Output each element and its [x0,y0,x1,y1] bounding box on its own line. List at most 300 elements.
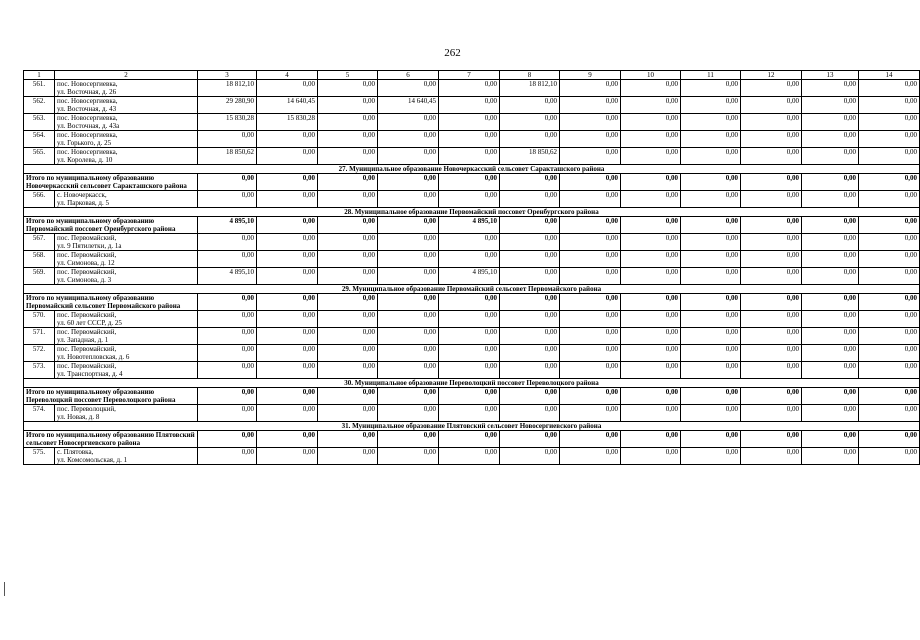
address-cell [55,80,198,97]
column-number-header: 7 [439,71,500,80]
section-title: 31. Муниципальное образование Плятовский сельсовет Новосергиевского района [24,422,920,431]
address-cell [55,448,198,465]
value-cell: 0,00 [378,114,439,131]
address-line: пос. Новосергиевка, [57,131,118,139]
total-value-cell: 0,00 [257,174,318,191]
address-line: пос. Новосергиевка, [57,114,118,122]
address-line: ул. Симонова, д. 12 [57,259,115,267]
value-cell: 4 895,10 [198,268,257,285]
value-cell: 0,00 [621,114,681,131]
total-value-cell: 4 895,10 [439,217,500,234]
value-cell: 0,00 [741,345,802,362]
value-cell: 0,00 [741,251,802,268]
value-cell: 0,00 [621,405,681,422]
value-cell: 0,00 [741,114,802,131]
value-cell: 0,00 [621,97,681,114]
value-cell: 0,00 [802,345,859,362]
row-number-cell: 564. [24,131,55,148]
row-number-cell: 565. [24,148,55,165]
value-cell: 0,00 [859,234,920,251]
address-cell [55,311,198,328]
total-value-cell: 0,00 [859,217,920,234]
total-value-cell: 0,00 [741,294,802,311]
row-number-cell: 572. [24,345,55,362]
section-header-row [24,208,920,217]
section-title: 27. Муниципальное образование Новочеркасский сельсовет Саракташского района [24,165,920,174]
value-cell: 0,00 [198,131,257,148]
value-cell: 0,00 [318,268,378,285]
value-cell: 29 280,90 [198,97,257,114]
address-line: пос. Первомайский, [57,251,117,259]
value-cell: 0,00 [802,448,859,465]
address-line: ул. Парковая, д. 5 [57,199,109,207]
value-cell: 0,00 [318,405,378,422]
value-cell: 0,00 [439,191,500,208]
total-label: Итого по муниципальному образованию Переволоцкий поссовет Переволоцкого района [24,388,198,405]
table-row [24,131,920,148]
total-value-cell: 0,00 [621,294,681,311]
address-cell [55,148,198,165]
total-value-cell: 0,00 [318,431,378,448]
total-value-cell: 0,00 [378,294,439,311]
value-cell: 0,00 [560,268,621,285]
row-number-cell: 569. [24,268,55,285]
value-cell: 0,00 [257,80,318,97]
column-number-header: 5 [318,71,378,80]
value-cell: 0,00 [859,345,920,362]
value-cell: 0,00 [859,148,920,165]
value-cell: 0,00 [198,405,257,422]
value-cell: 0,00 [621,448,681,465]
row-number-cell: 562. [24,97,55,114]
value-cell: 0,00 [560,80,621,97]
table-row [24,251,920,268]
value-cell: 0,00 [257,345,318,362]
total-label: Итого по муниципальному образованию Первомайский сельсовет Первомайского района [24,294,198,311]
value-cell: 0,00 [859,114,920,131]
address-cell [55,328,198,345]
value-cell: 0,00 [741,311,802,328]
total-value-cell: 0,00 [318,294,378,311]
address-cell [55,405,198,422]
value-cell: 0,00 [560,131,621,148]
total-value-cell: 0,00 [859,294,920,311]
value-cell: 0,00 [378,234,439,251]
row-number-cell: 573. [24,362,55,379]
value-cell: 0,00 [318,251,378,268]
total-value-cell: 0,00 [741,217,802,234]
value-cell: 0,00 [500,114,560,131]
value-cell: 0,00 [318,114,378,131]
total-value-cell: 0,00 [378,431,439,448]
value-cell: 0,00 [378,131,439,148]
total-value-cell: 0,00 [560,294,621,311]
table-row [24,234,920,251]
address-line: ул. Комсомольская, д. 1 [57,456,128,464]
value-cell: 18 850,62 [500,148,560,165]
column-number-header: 4 [257,71,318,80]
value-cell: 0,00 [318,148,378,165]
value-cell: 18 850,62 [198,148,257,165]
total-value-cell: 0,00 [859,388,920,405]
total-value-cell: 0,00 [257,294,318,311]
address-line: ул. Новая, д. 8 [57,413,100,421]
value-cell: 0,00 [681,311,741,328]
total-row [24,431,920,448]
value-cell: 0,00 [439,362,500,379]
address-line: пос. Первомайский, [57,362,117,370]
value-cell: 0,00 [681,131,741,148]
scan-edge-mark [4,582,5,596]
column-number-header: 8 [500,71,560,80]
section-header-row [24,285,920,294]
value-cell: 0,00 [257,131,318,148]
value-cell: 0,00 [198,251,257,268]
total-row [24,388,920,405]
value-cell: 0,00 [439,405,500,422]
column-number-header: 6 [378,71,439,80]
value-cell: 0,00 [318,311,378,328]
table-row [24,328,920,345]
value-cell: 0,00 [802,234,859,251]
value-cell: 0,00 [560,405,621,422]
value-cell: 0,00 [802,97,859,114]
value-cell: 0,00 [621,131,681,148]
total-value-cell: 0,00 [318,217,378,234]
table-row [24,148,920,165]
value-cell: 0,00 [378,80,439,97]
total-value-cell: 0,00 [681,217,741,234]
address-line: пос. Первомайский, [57,311,117,319]
value-cell: 0,00 [741,97,802,114]
value-cell: 0,00 [198,311,257,328]
total-value-cell: 0,00 [560,388,621,405]
section-title: 30. Муниципальное образование Переволоцкий поссовет Переволоцкого района [24,379,920,388]
value-cell: 0,00 [741,131,802,148]
value-cell: 0,00 [378,328,439,345]
value-cell: 0,00 [621,362,681,379]
value-cell: 0,00 [802,405,859,422]
column-number-header: 13 [802,71,859,80]
total-value-cell: 0,00 [621,388,681,405]
value-cell: 0,00 [378,405,439,422]
value-cell: 0,00 [681,80,741,97]
total-value-cell: 0,00 [257,217,318,234]
total-value-cell: 0,00 [439,294,500,311]
value-cell: 0,00 [681,97,741,114]
address-cell [55,345,198,362]
value-cell: 0,00 [439,311,500,328]
value-cell: 0,00 [560,345,621,362]
total-value-cell: 0,00 [198,174,257,191]
address-line: пос. Новосергиевка, [57,97,118,105]
value-cell: 0,00 [560,448,621,465]
value-cell: 4 895,10 [439,268,500,285]
row-number-cell: 575. [24,448,55,465]
value-cell: 0,00 [318,362,378,379]
value-cell: 0,00 [741,448,802,465]
total-value-cell: 0,00 [500,388,560,405]
value-cell: 0,00 [500,131,560,148]
value-cell: 0,00 [560,114,621,131]
value-cell: 0,00 [681,362,741,379]
value-cell: 0,00 [741,328,802,345]
address-line: пос. Первомайский, [57,328,117,336]
value-cell: 0,00 [500,362,560,379]
total-value-cell: 0,00 [560,431,621,448]
value-cell: 0,00 [378,268,439,285]
address-line: пос. Первомайский, [57,268,117,276]
address-line: с. Новочеркасск, [57,191,107,199]
value-cell: 0,00 [500,311,560,328]
row-number-cell: 570. [24,311,55,328]
total-value-cell: 0,00 [318,388,378,405]
value-cell: 0,00 [500,345,560,362]
table-body [24,71,920,465]
value-cell: 0,00 [741,234,802,251]
value-cell: 0,00 [378,345,439,362]
value-cell: 0,00 [318,97,378,114]
column-number-header: 1 [24,71,55,80]
total-label: Итого по муниципальному образованию Новочеркасский сельсовет Саракташского района [24,174,198,191]
total-value-cell: 0,00 [560,217,621,234]
total-value-cell: 0,00 [439,431,500,448]
value-cell: 0,00 [681,405,741,422]
value-cell: 0,00 [318,131,378,148]
value-cell: 0,00 [859,311,920,328]
value-cell: 0,00 [318,234,378,251]
value-cell: 0,00 [681,345,741,362]
value-cell: 0,00 [741,80,802,97]
row-number-cell: 571. [24,328,55,345]
value-cell: 0,00 [802,80,859,97]
total-value-cell: 0,00 [681,294,741,311]
value-cell: 0,00 [802,131,859,148]
value-cell: 0,00 [500,234,560,251]
total-value-cell: 0,00 [198,294,257,311]
value-cell: 0,00 [378,311,439,328]
total-row [24,294,920,311]
total-value-cell: 0,00 [560,174,621,191]
value-cell: 0,00 [198,448,257,465]
row-number-cell: 566. [24,191,55,208]
value-cell: 0,00 [439,97,500,114]
value-cell: 0,00 [560,148,621,165]
address-line: пос. Первомайский, [57,234,117,242]
total-value-cell: 0,00 [859,174,920,191]
value-cell: 0,00 [802,268,859,285]
address-line: ул. 60 лет СССР, д. 25 [57,319,122,327]
total-value-cell: 0,00 [741,174,802,191]
value-cell: 0,00 [859,328,920,345]
table-row [24,311,920,328]
value-cell: 0,00 [681,328,741,345]
value-cell: 0,00 [859,362,920,379]
total-value-cell: 0,00 [378,217,439,234]
address-line: пос. Первомайский, [57,345,117,353]
address-cell [55,234,198,251]
address-line: пос. Новосергиевка, [57,80,118,88]
value-cell: 0,00 [859,80,920,97]
address-line: пос. Переволоцкий, [57,405,116,413]
value-cell: 0,00 [378,251,439,268]
value-cell: 0,00 [621,345,681,362]
value-cell: 0,00 [681,448,741,465]
value-cell: 0,00 [859,97,920,114]
address-line: ул. Восточная, д. 43а [57,122,120,130]
address-cell [55,131,198,148]
address-line: ул. 9 Пятилетки, д. 1а [57,242,122,250]
column-number-header: 10 [621,71,681,80]
table-row [24,405,920,422]
value-cell: 0,00 [500,97,560,114]
value-cell: 0,00 [198,234,257,251]
value-cell: 0,00 [257,268,318,285]
total-value-cell: 0,00 [439,388,500,405]
value-cell: 0,00 [621,311,681,328]
section-header-row [24,165,920,174]
total-value-cell: 0,00 [257,431,318,448]
total-value-cell: 0,00 [621,431,681,448]
table-row [24,362,920,379]
value-cell: 0,00 [802,311,859,328]
total-value-cell: 0,00 [198,388,257,405]
address-cell [55,191,198,208]
total-value-cell: 4 895,10 [198,217,257,234]
value-cell: 0,00 [257,148,318,165]
value-cell: 0,00 [500,328,560,345]
total-value-cell: 0,00 [500,217,560,234]
value-cell: 0,00 [621,268,681,285]
total-value-cell: 0,00 [741,388,802,405]
value-cell: 0,00 [439,448,500,465]
value-cell: 18 812,10 [500,80,560,97]
section-header-row [24,422,920,431]
value-cell: 0,00 [318,191,378,208]
value-cell: 0,00 [500,268,560,285]
section-title: 28. Муниципальное образование Первомайский поссовет Оренбургского района [24,208,920,217]
table-row [24,80,920,97]
value-cell: 0,00 [439,114,500,131]
value-cell: 0,00 [741,191,802,208]
value-cell: 0,00 [439,131,500,148]
value-cell: 0,00 [378,362,439,379]
value-cell: 0,00 [681,114,741,131]
value-cell: 0,00 [318,345,378,362]
value-cell: 0,00 [318,80,378,97]
column-number-header: 12 [741,71,802,80]
value-cell: 0,00 [257,448,318,465]
value-cell: 0,00 [378,448,439,465]
value-cell: 18 812,10 [198,80,257,97]
total-value-cell: 0,00 [621,217,681,234]
value-cell: 0,00 [439,328,500,345]
address-line: ул. Горького, д. 25 [57,139,112,147]
value-cell: 0,00 [500,251,560,268]
value-cell: 0,00 [802,362,859,379]
value-cell: 0,00 [802,148,859,165]
value-cell: 0,00 [439,80,500,97]
value-cell: 0,00 [439,148,500,165]
table-row [24,345,920,362]
total-label: Итого по муниципальному образованию Первомайский поссовет Оренбургского района [24,217,198,234]
total-value-cell: 0,00 [741,431,802,448]
value-cell: 0,00 [621,251,681,268]
total-value-cell: 0,00 [681,431,741,448]
address-line: ул. Транспортная, д. 4 [57,370,123,378]
table-row [24,268,920,285]
value-cell: 0,00 [621,148,681,165]
value-cell: 0,00 [802,328,859,345]
total-row [24,217,920,234]
column-number-header: 14 [859,71,920,80]
total-value-cell: 0,00 [378,388,439,405]
total-value-cell: 0,00 [198,431,257,448]
page-number: 262 [444,47,461,59]
value-cell: 0,00 [621,328,681,345]
value-cell: 0,00 [560,311,621,328]
column-number-header: 3 [198,71,257,80]
value-cell: 0,00 [198,328,257,345]
address-line: пос. Новосергиевка, [57,148,118,156]
row-number-cell: 574. [24,405,55,422]
column-number-header: 9 [560,71,621,80]
section-title: 29. Муниципальное образование Первомайский сельсовет Первомайского района [24,285,920,294]
value-cell: 0,00 [318,328,378,345]
data-table [23,70,920,465]
value-cell: 0,00 [859,405,920,422]
value-cell: 0,00 [621,80,681,97]
row-number-cell: 561. [24,80,55,97]
value-cell: 0,00 [681,191,741,208]
value-cell: 0,00 [257,362,318,379]
total-value-cell: 0,00 [859,431,920,448]
total-value-cell: 0,00 [500,174,560,191]
total-value-cell: 0,00 [500,431,560,448]
value-cell: 0,00 [257,311,318,328]
value-cell: 0,00 [318,448,378,465]
table-row [24,191,920,208]
value-cell: 0,00 [741,405,802,422]
value-cell: 15 830,28 [198,114,257,131]
total-row [24,174,920,191]
value-cell: 0,00 [859,131,920,148]
value-cell: 0,00 [560,251,621,268]
total-value-cell: 0,00 [500,294,560,311]
table-row [24,448,920,465]
value-cell: 0,00 [198,345,257,362]
value-cell: 0,00 [859,251,920,268]
address-cell [55,114,198,131]
value-cell: 0,00 [439,234,500,251]
value-cell: 0,00 [802,114,859,131]
column-number-header-row [24,71,920,80]
value-cell: 0,00 [500,405,560,422]
value-cell: 0,00 [681,148,741,165]
value-cell: 0,00 [198,191,257,208]
value-cell: 0,00 [560,191,621,208]
total-value-cell: 0,00 [257,388,318,405]
value-cell: 0,00 [741,268,802,285]
value-cell: 14 640,45 [257,97,318,114]
column-number-header: 2 [55,71,198,80]
table-row [24,114,920,131]
row-number-cell: 563. [24,114,55,131]
value-cell: 0,00 [859,268,920,285]
total-value-cell: 0,00 [802,217,859,234]
address-cell [55,362,198,379]
value-cell: 0,00 [802,251,859,268]
